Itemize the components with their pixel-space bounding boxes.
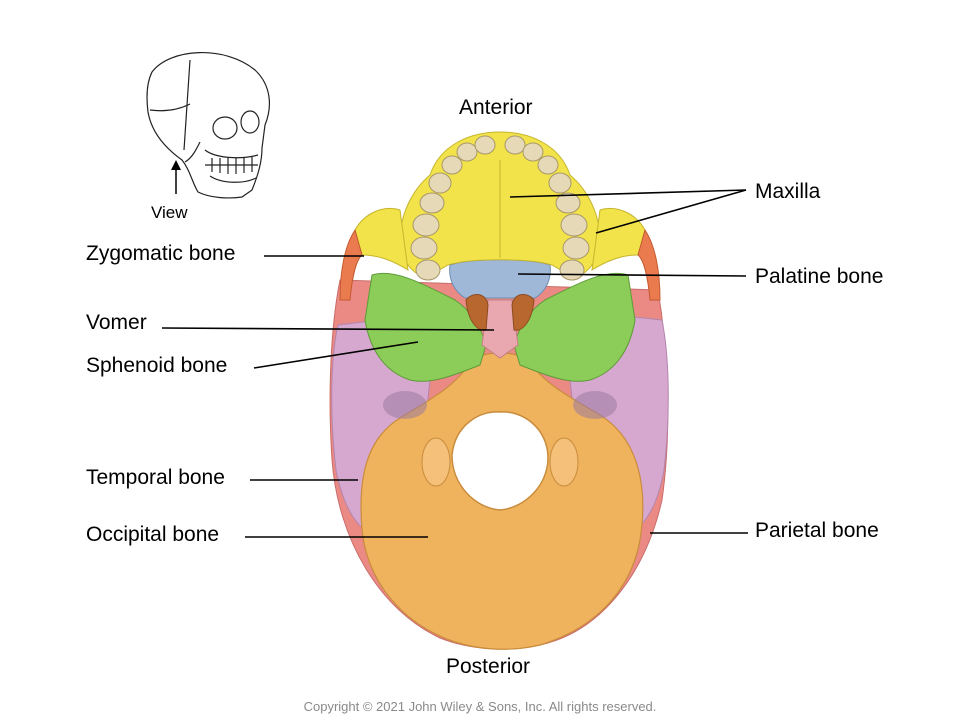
copyright-notice: Copyright © 2021 John Wiley & Sons, Inc. All rights reserved. [303, 699, 657, 714]
label-palatine-bone: Palatine bone [755, 265, 884, 288]
label-vomer: Vomer [86, 311, 147, 334]
view-label: View [151, 203, 188, 222]
view-arrow-icon [171, 160, 181, 194]
occipital-condyle-right [550, 438, 578, 486]
leader-palatine [518, 274, 746, 276]
maxilla-wing-right [592, 208, 645, 270]
occipital-condyle-left [422, 438, 450, 486]
palatine-bone-region [450, 260, 551, 298]
inset-skull-icon [147, 53, 269, 198]
label-temporal-bone: Temporal bone [86, 466, 225, 489]
label-sphenoid-bone: Sphenoid bone [86, 354, 228, 377]
label-maxilla: Maxilla [755, 180, 821, 203]
label-parietal-bone: Parietal bone [755, 519, 879, 542]
maxilla-wing-left [355, 208, 408, 270]
label-occipital-bone: Occipital bone [86, 523, 220, 546]
posterior-label: Posterior [446, 655, 531, 678]
label-zygomatic-bone: Zygomatic bone [86, 242, 236, 265]
skull-inferior-view [330, 132, 668, 649]
anterior-label: Anterior [459, 96, 533, 119]
